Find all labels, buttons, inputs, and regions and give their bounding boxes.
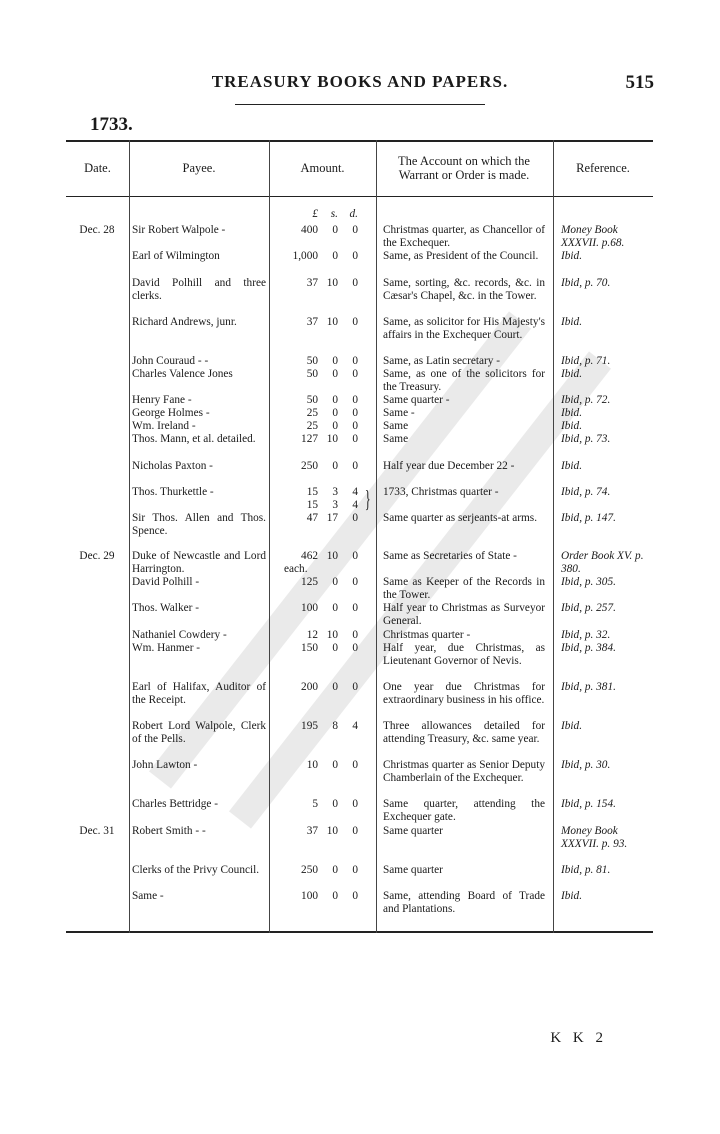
amount-pence: 0 [352,316,358,328]
amount-shillings: 10 [326,316,338,328]
row-amount [276,224,361,237]
amount-shillings: 0 [332,368,338,380]
amount-shillings: 8 [332,720,338,732]
row-payee: Duke of Newcastle and Lord Harrington. [132,550,266,575]
amount-pence: 0 [352,368,358,380]
amount-pounds: 25 [306,420,318,432]
row-account: Same, as one of the solicitors for the Treasury. [383,368,545,393]
column-divider [553,140,554,933]
row-payee: Clerks of the Privy Council. [132,864,260,876]
row-payee: George Holmes - [132,407,210,419]
amount-shillings: 3 [332,498,338,511]
row-amount [276,420,361,433]
row-amount [276,890,361,903]
amount-shillings: 10 [326,550,338,562]
row-account: Same, as President of the Council. [383,250,539,262]
amount-pence: 0 [352,550,358,562]
amount-pounds: 25 [306,407,318,419]
row-payee: John Lawton - [132,759,198,771]
amount-shillings: 0 [332,250,338,262]
row-reference: Ibid, p. 70. [561,277,611,289]
row-account: Half year due December 22 - [383,460,515,472]
amount-shillings: 0 [332,224,338,236]
row-payee: Thos. Mann, et al. detailed. [132,433,256,445]
row-amount [276,512,361,525]
amount-pounds: 100 [301,602,318,614]
row-amount [276,394,361,407]
row-amount [276,720,361,733]
amount-shillings: 0 [332,420,338,432]
header-date: Date. [84,161,111,175]
row-amount [276,864,361,877]
row-date: Dec. 29 [79,550,115,562]
row-account: Same quarter as serjeants-at arms. [383,512,538,524]
header-account: The Account on which the Warrant or Order is made. [398,154,530,182]
row-account: Same - [383,407,415,419]
row-reference: Ibid. [561,890,583,902]
amount-pounds: 127 [301,433,318,445]
row-reference: Ibid, p. 81. [561,864,611,876]
row-payee: Earl of Wilmington [132,250,220,262]
row-reference: Ibid. [561,316,583,328]
row-payee: David Polhill - [132,576,200,588]
amount-pounds: 12 [306,629,318,641]
row-reference: Ibid, p. 381. [561,681,616,693]
row-account: Christmas quarter as Senior Deputy Chamberlain of the Exchequer. [383,759,545,784]
row-payee: Sir Robert Walpole - [132,224,226,236]
row-reference: Ibid, p. 32. [561,629,611,641]
row-reference: Ibid. [561,407,583,419]
amount-pence: 0 [352,224,358,236]
payments-table [66,140,653,933]
amount-pounds: 37 [306,825,318,837]
row-amount [276,629,361,642]
amount-shillings: 0 [332,864,338,876]
amount-pence: 0 [352,394,358,406]
amount-shillings: 10 [326,277,338,289]
row-amount [276,250,361,263]
amount-pounds: 195 [301,720,318,732]
amount-pence: 0 [352,355,358,367]
amount-pence: 0 [352,798,358,810]
row-account: Same [383,433,409,445]
row-payee: Robert Smith - - [132,825,206,837]
amount-pounds: 250 [301,460,318,472]
amount-pounds: 37 [306,316,318,328]
amount-pounds: 15 [306,498,318,511]
amount-shillings: 10 [326,825,338,837]
amount-pence: 0 [352,681,358,693]
amount-pence: 0 [352,407,358,419]
amount-each: each. [284,562,308,575]
table-bottom-rule [66,931,653,933]
row-payee: Charles Valence Jones [132,368,233,380]
amount-shillings: 0 [332,460,338,472]
unit-shillings: s. [330,208,338,220]
row-reference: Ibid, p. 305. [561,576,616,588]
row-payee: Sir Thos. Allen and Thos. Spence. [132,512,266,537]
row-reference: Ibid, p. 30. [561,759,611,771]
row-date: Dec. 31 [79,825,115,837]
row-account: Christmas quarter, as Chancellor of the Exchequer. [383,224,545,249]
row-reference: Ibid, p. 74. [561,486,611,498]
row-account: Same, sorting, &c. records, &c. in Cæsar's Chapel, &c. in the Tower. [383,277,545,302]
row-account: Same, attending Board of Trade and Plantations. [383,890,545,915]
row-reference: Ibid. [561,720,583,732]
row-reference: Ibid, p. 73. [561,433,611,445]
row-amount [276,277,361,290]
row-payee: Thos. Thurkettle - [132,486,214,498]
row-amount [276,486,361,511]
amount-pounds: 250 [301,864,318,876]
row-payee: Same - [132,890,164,902]
amount-pounds: 1,000 [292,250,318,262]
row-account: 1733, Christmas quarter - [383,486,499,498]
amount-shillings: 10 [326,433,338,445]
amount-pence: 0 [352,576,358,588]
amount-pence: 4 [352,486,358,498]
brace-mark: } [364,487,371,513]
amount-pence: 0 [352,433,358,445]
column-divider [129,140,130,933]
row-amount [276,433,361,446]
row-payee: Charles Bettridge - [132,798,218,810]
row-reference: Ibid, p. 154. [561,798,616,810]
amount-pence: 0 [352,460,358,472]
row-payee: Thos. Walker - [132,602,199,614]
header-reference: Reference. [576,161,630,175]
amount-shillings: 0 [332,890,338,902]
row-reference: Ibid, p. 147. [561,512,616,524]
amount-shillings: 10 [326,629,338,641]
row-payee: Nathaniel Cowdery - [132,629,227,641]
amount-pence: 0 [352,250,358,262]
row-reference: Ibid, p. 71. [561,355,611,367]
row-reference: Money Book XXXVII. p.68. [561,224,625,249]
row-payee: Nicholas Paxton - [132,460,213,472]
row-reference: Ibid, p. 72. [561,394,611,406]
row-amount [276,681,361,694]
amount-pounds: 50 [306,368,318,380]
row-amount [276,460,361,473]
row-payee: David Polhill and three clerks. [132,277,266,302]
column-divider [269,140,270,933]
row-account: Same, as Latin secretary - [383,355,500,367]
row-reference: Ibid. [561,368,583,380]
row-reference: Ibid, p. 384. [561,642,616,654]
row-amount [276,407,361,420]
amount-pounds: 37 [306,277,318,289]
header-payee: Payee. [182,161,216,175]
amount-pounds: 462 [301,550,318,562]
row-payee: John Couraud - - [132,355,209,367]
row-amount [276,642,361,655]
row-amount [276,368,361,381]
row-payee: Earl of Halifax, Auditor of the Receipt. [132,681,266,706]
title-rule [235,104,485,105]
amount-pence: 0 [352,512,358,524]
column-divider [376,140,377,933]
amount-pence: 0 [352,629,358,641]
amount-pence: 0 [352,642,358,654]
row-reference: Ibid. [561,460,583,472]
row-payee: Robert Lord Walpole, Clerk of the Pells. [132,720,266,745]
row-amount [276,602,361,615]
year-heading: 1733. [90,114,133,135]
row-account: Same quarter [383,825,443,837]
amount-pounds: 47 [306,512,318,524]
row-date: Dec. 28 [79,224,115,236]
row-reference: Money Book XXXVII. p. 93. [561,825,628,850]
amount-pence: 0 [352,602,358,614]
row-account: Same quarter [383,864,443,876]
amount-pounds: 150 [301,642,318,654]
amount-pounds: 5 [312,798,318,810]
amount-shillings: 0 [332,576,338,588]
amount-pounds: 15 [306,486,318,498]
row-payee: Richard Andrews, junr. [132,316,237,328]
amount-pounds: 125 [301,576,318,588]
row-payee: Henry Fane - [132,394,192,406]
row-reference: Ibid. [561,420,583,432]
row-account: Christmas quarter - [383,629,471,641]
amount-pounds: 10 [306,759,318,771]
amount-shillings: 0 [332,407,338,419]
amount-pence: 4 [352,720,358,732]
row-account: Half year to Christmas as Surveyor General. [383,602,545,627]
amount-pence: 0 [352,825,358,837]
row-amount [276,316,361,329]
row-amount [276,798,361,811]
row-account: Three allowances detailed for attending Treasury, &c. same year. [383,720,545,745]
row-account: Same, as solicitor for His Majesty's affairs in the Exchequer Court. [383,316,545,341]
page-number: 515 [625,72,654,93]
row-amount [276,550,361,575]
row-amount [276,576,361,589]
row-account: Half year, due Christmas, as Lieutenant Governor of Nevis. [383,642,545,667]
amount-shillings: 0 [332,394,338,406]
row-payee: Wm. Ireland - [132,420,196,432]
amount-shillings: 3 [332,486,338,498]
amount-shillings: 17 [326,512,338,524]
amount-shillings: 0 [332,681,338,693]
row-amount [276,759,361,772]
row-reference: Ibid. [561,250,583,262]
row-account: Same as Secretaries of State - [383,550,517,562]
amount-pounds: 200 [301,681,318,693]
amount-pounds: 50 [306,355,318,367]
row-account: One year due Christmas for extraordinary business in his office. [383,681,545,706]
row-account: Same quarter, attending the Exchequer gate. [383,798,545,823]
row-amount [276,825,361,838]
header-amount: Amount. [300,161,345,175]
row-account: Same as Keeper of the Records in the Tower. [383,576,545,601]
amount-shillings: 0 [332,355,338,367]
row-amount [276,355,361,368]
unit-pounds: £ [312,208,318,220]
amount-shillings: 0 [332,602,338,614]
header-rule [66,196,653,197]
running-title: TREASURY BOOKS AND PAPERS. [211,72,509,91]
amount-pence: 0 [352,420,358,432]
amount-pounds: 100 [301,890,318,902]
unit-pence: d. [349,208,358,220]
amount-pounds: 50 [306,394,318,406]
row-reference: Ibid, p. 257. [561,602,616,614]
row-payee: Wm. Hanmer - [132,642,201,654]
amount-pence: 0 [352,277,358,289]
signature-mark: K K 2 [550,1030,607,1046]
amount-pounds: 400 [301,224,318,236]
amount-pence: 0 [352,759,358,771]
amount-shillings: 0 [332,642,338,654]
amount-shillings: 0 [332,759,338,771]
amount-shillings: 0 [332,798,338,810]
row-account: Same quarter - [383,394,450,406]
amount-pence: 0 [352,890,358,902]
row-reference: Order Book XV. p. 380. [561,550,644,575]
row-account: Same [383,420,409,432]
amount-pence: 0 [352,864,358,876]
amount-pence: 4 [352,498,358,511]
